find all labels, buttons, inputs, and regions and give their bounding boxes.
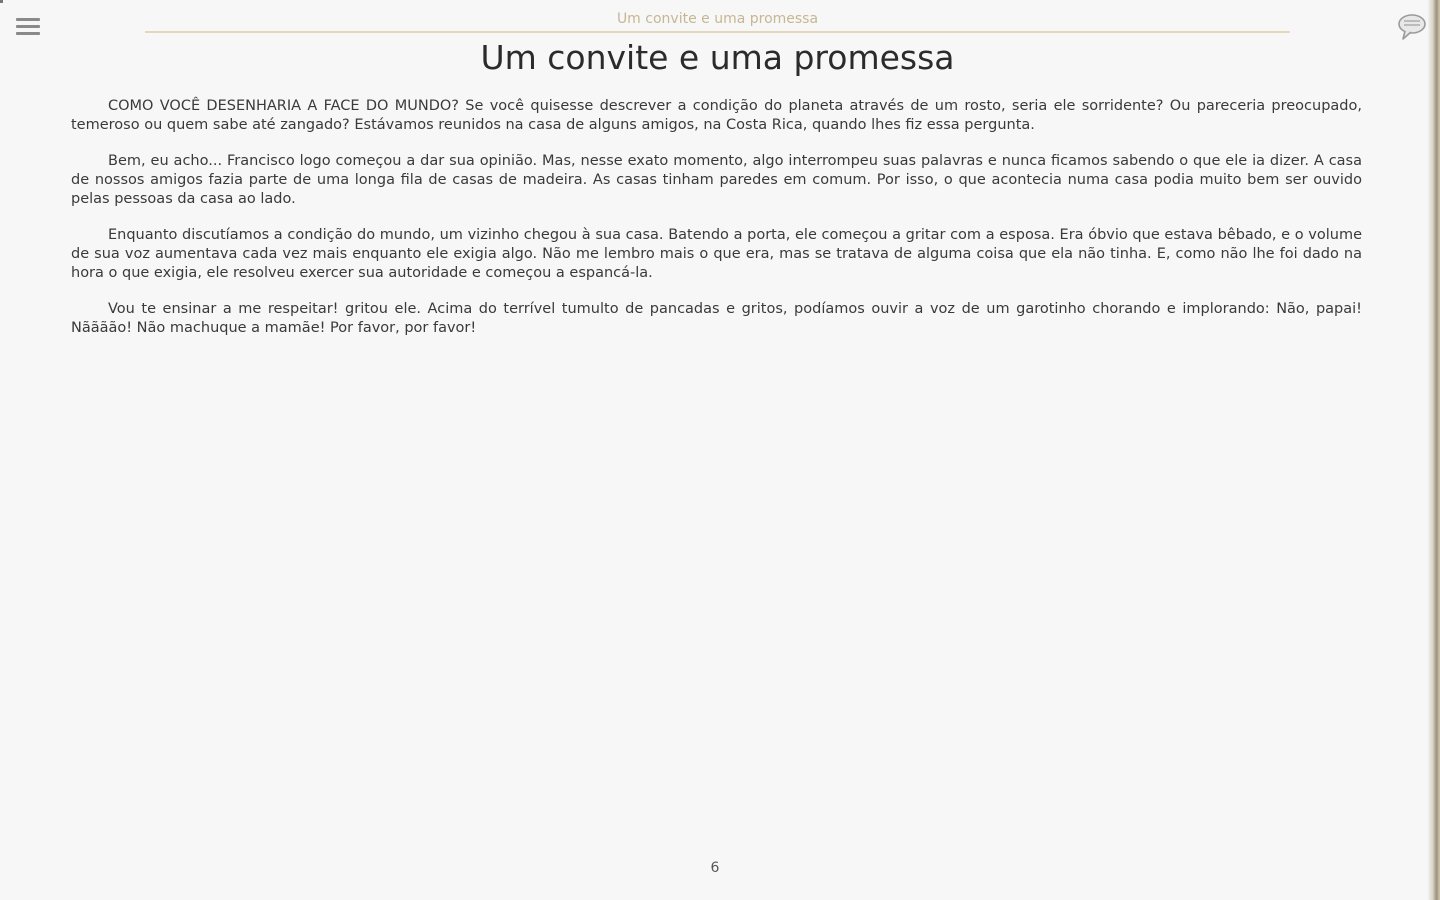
notes-button[interactable]	[1396, 12, 1428, 42]
menu-button[interactable]	[14, 14, 42, 38]
paragraph: Enquanto discutíamos a condição do mundo, um vizinho chegou à sua casa. Batendo a porta, ele começou a gritar com a esposa. Era óbvio que estava bêbado, e o volume de sua voz aumentava cada vez mais enquanto ele exigia algo. Não me lembro mais o que era, mas se tratava de alguma coisa que ela não tinha. E, como não lhe foi dado na hora o que exigia, ele resolveu exercer sua autoridade e começou a espancá-la.	[71, 227, 1362, 281]
menu-icon-bar	[16, 32, 40, 35]
chapter-title: Um convite e uma promessa	[480, 38, 955, 77]
paragraph: Bem, eu acho... Francisco logo começou a dar sua opinião. Mas, nesse exato momento, algo interrompeu suas palavras e nunca ficamos sabendo o que ele ia dizer. A casa de nossos amigos fazia parte de uma longa fila de casas de madeira. As casas tinham paredes em comum. Por isso, o que acontecia numa casa podia muito bem ser ouvido pelas pessoas da casa ao lado.	[71, 153, 1362, 207]
menu-icon-bar	[16, 18, 40, 21]
paragraph: Vou te ensinar a me respeitar! gritou ele. Acima do terrível tumulto de pancadas e gritos, podíamos ouvir a voz de um garotinho chorando e implorando: Não, papai! Nãããão! Não machuque a mamãe! Por favor, por favor!	[71, 301, 1362, 336]
running-header: Um convite e uma promessa	[616, 11, 819, 27]
page-number: 6	[710, 860, 720, 876]
menu-icon-bar	[16, 25, 40, 28]
header-divider	[145, 31, 1290, 33]
paragraph: COMO VOCÊ DESENHARIA A FACE DO MUNDO? Se você quisesse descrever a condição do planeta através de um rosto, seria ele sorridente? Ou pareceria preocupado, temeroso ou quem sabe até zangado? Estávamos reunidos na casa de alguns amigos, na Costa Rica, quando lhes fiz essa pergunta.	[71, 98, 1362, 133]
speech-bubble-icon	[1396, 12, 1428, 42]
chapter-body	[71, 97, 1362, 355]
corner-marker	[0, 0, 3, 3]
page-edge-shadow	[1428, 0, 1440, 900]
